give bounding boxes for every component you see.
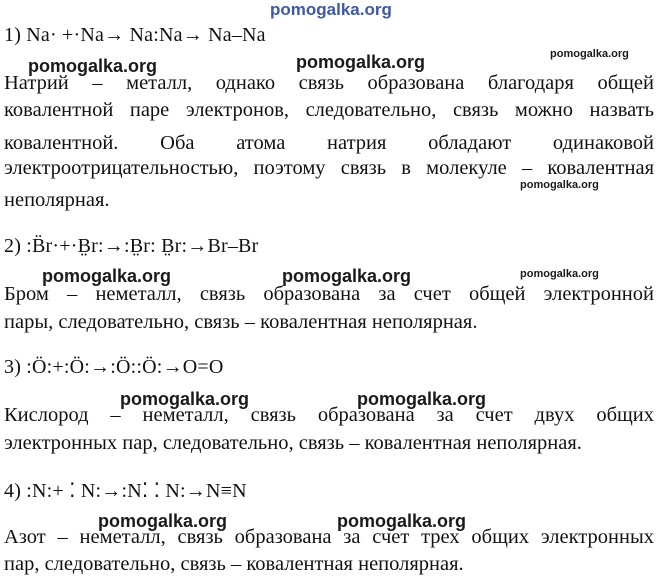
equation-3: 3) :Ö:+:Ö:→:Ö::Ö:→O=O — [4, 356, 224, 378]
paragraph-4-line-2: пар, следовательно, связь – ковалентная неполярная. — [4, 553, 464, 575]
paragraph-1-line-4: электроотрицательностью, поэтому связь в молекуле – ковалентная — [4, 157, 654, 179]
watermark-small: pomogalka.org — [550, 48, 629, 60]
watermark: pomogalka.org — [296, 52, 426, 72]
equation-2: 2) :B̈r·+·B̤r:→:B̤r: B̤r:→Br–Br — [4, 235, 259, 257]
equation-4: 4) :N:+ ⁚ N:→:N⁚ ⁚ N:→N≡N — [4, 480, 247, 502]
paragraph-1-line-3: ковалентной. Оба атома натрия обладают одинаковой — [4, 132, 654, 154]
watermark: pomogalka.org — [98, 511, 228, 531]
paragraph-3-line-2: электронных пар, следовательно, связь – ковалентная неполярная. — [4, 432, 582, 454]
watermark-small: pomogalka.org — [520, 179, 599, 191]
watermark: pomogalka.org — [282, 266, 412, 286]
paragraph-3-line-1: Кислород – неметалл, связь образована за счет двух общих — [4, 404, 654, 426]
paragraph-1-line-2: ковалентной паре электронов, следовательно, связь можно назвать — [4, 99, 654, 121]
watermark: pomogalka.org — [337, 511, 467, 531]
equation-1: 1) Na· +·Na→ Na:Na→ Na–Na — [4, 24, 266, 46]
watermark-small: pomogalka.org — [520, 268, 599, 280]
paragraph-2-line-2: пары, следовательно, связь – ковалентная неполярная. — [4, 311, 478, 333]
watermark: pomogalka.org — [42, 266, 172, 286]
paragraph-2-line-1: Бром – неметалл, связь образована за счет общей электронной — [4, 283, 654, 305]
paragraph-1-line-1: Натрий – металл, однако связь образована благодаря общей — [4, 72, 654, 94]
paragraph-4-line-1: Азот – неметалл, связь образована за счет трех общих электронных — [4, 526, 654, 548]
paragraph-1-line-5: неполярная. — [4, 189, 110, 211]
watermark-top[interactable]: pomogalka.org — [270, 0, 392, 19]
watermark: pomogalka.org — [28, 56, 158, 76]
watermark: pomogalka.org — [357, 389, 487, 409]
watermark: pomogalka.org — [120, 389, 250, 409]
